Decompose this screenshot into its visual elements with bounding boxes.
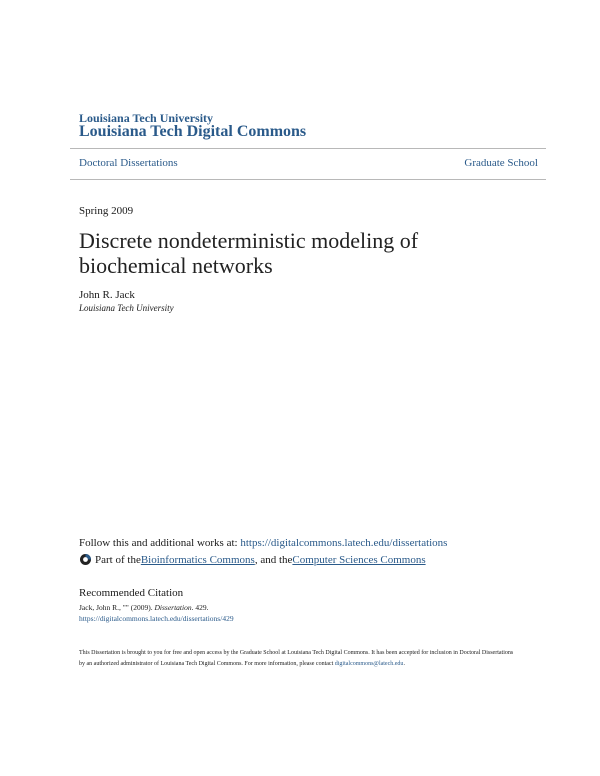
access-notice	[79, 648, 519, 670]
nav-graduate-school[interactable]: Graduate School	[464, 157, 538, 169]
follow-prefix: Follow this and additional works at:	[79, 537, 241, 549]
citation-suffix: . 429.	[191, 603, 209, 612]
notice-text: This Dissertation is brought to you for free and open access by the Graduate School at Louisiana Tech Digital Commons. It has been accepted for inclusion in Doctoral Dissertations by an authorized administrator of Louisiana Tech Digital Commons. For more information, please contact	[79, 650, 514, 667]
contact-email-link[interactable]: digitalcommons@latech.edu	[334, 661, 404, 667]
divider-bottom	[70, 179, 546, 180]
citation-url-link[interactable]: https://digitalcommons.latech.edu/dissertations/429	[79, 614, 234, 623]
citation-text	[79, 603, 208, 612]
publication-date: Spring 2009	[79, 205, 134, 217]
partof-prefix: Part of the	[95, 553, 141, 566]
university-name[interactable]: Louisiana Tech University	[79, 111, 214, 125]
author-name: John R. Jack	[79, 289, 135, 301]
partof-middle: , and the	[254, 553, 293, 566]
bioinformatics-commons-link[interactable]: Bioinformatics Commons	[140, 553, 255, 566]
nav-doctoral-dissertations[interactable]: Doctoral Dissertations	[79, 157, 178, 169]
author-affiliation: Louisiana Tech University	[79, 303, 174, 313]
citation-type: Dissertation	[154, 603, 192, 612]
title-line-1: Discrete nondeterministic modeling of	[79, 228, 419, 253]
title-line-2: biochemical networks	[79, 253, 273, 278]
part-of-line	[79, 553, 426, 566]
divider-top	[70, 148, 546, 149]
citation-prefix: Jack, John R., "" (2009).	[79, 603, 155, 612]
repository-name[interactable]: Louisiana Tech Digital Commons	[79, 123, 307, 140]
notice-end: .	[403, 661, 405, 667]
recommended-citation-heading: Recommended Citation	[79, 587, 184, 599]
follow-line	[79, 537, 447, 549]
dissertations-url-link[interactable]: https://digitalcommons.latech.edu/dissertations	[240, 537, 448, 549]
commons-network-icon	[79, 553, 92, 566]
computer-sciences-commons-link[interactable]: Computer Sciences Commons	[292, 553, 426, 566]
document-title	[79, 228, 479, 278]
